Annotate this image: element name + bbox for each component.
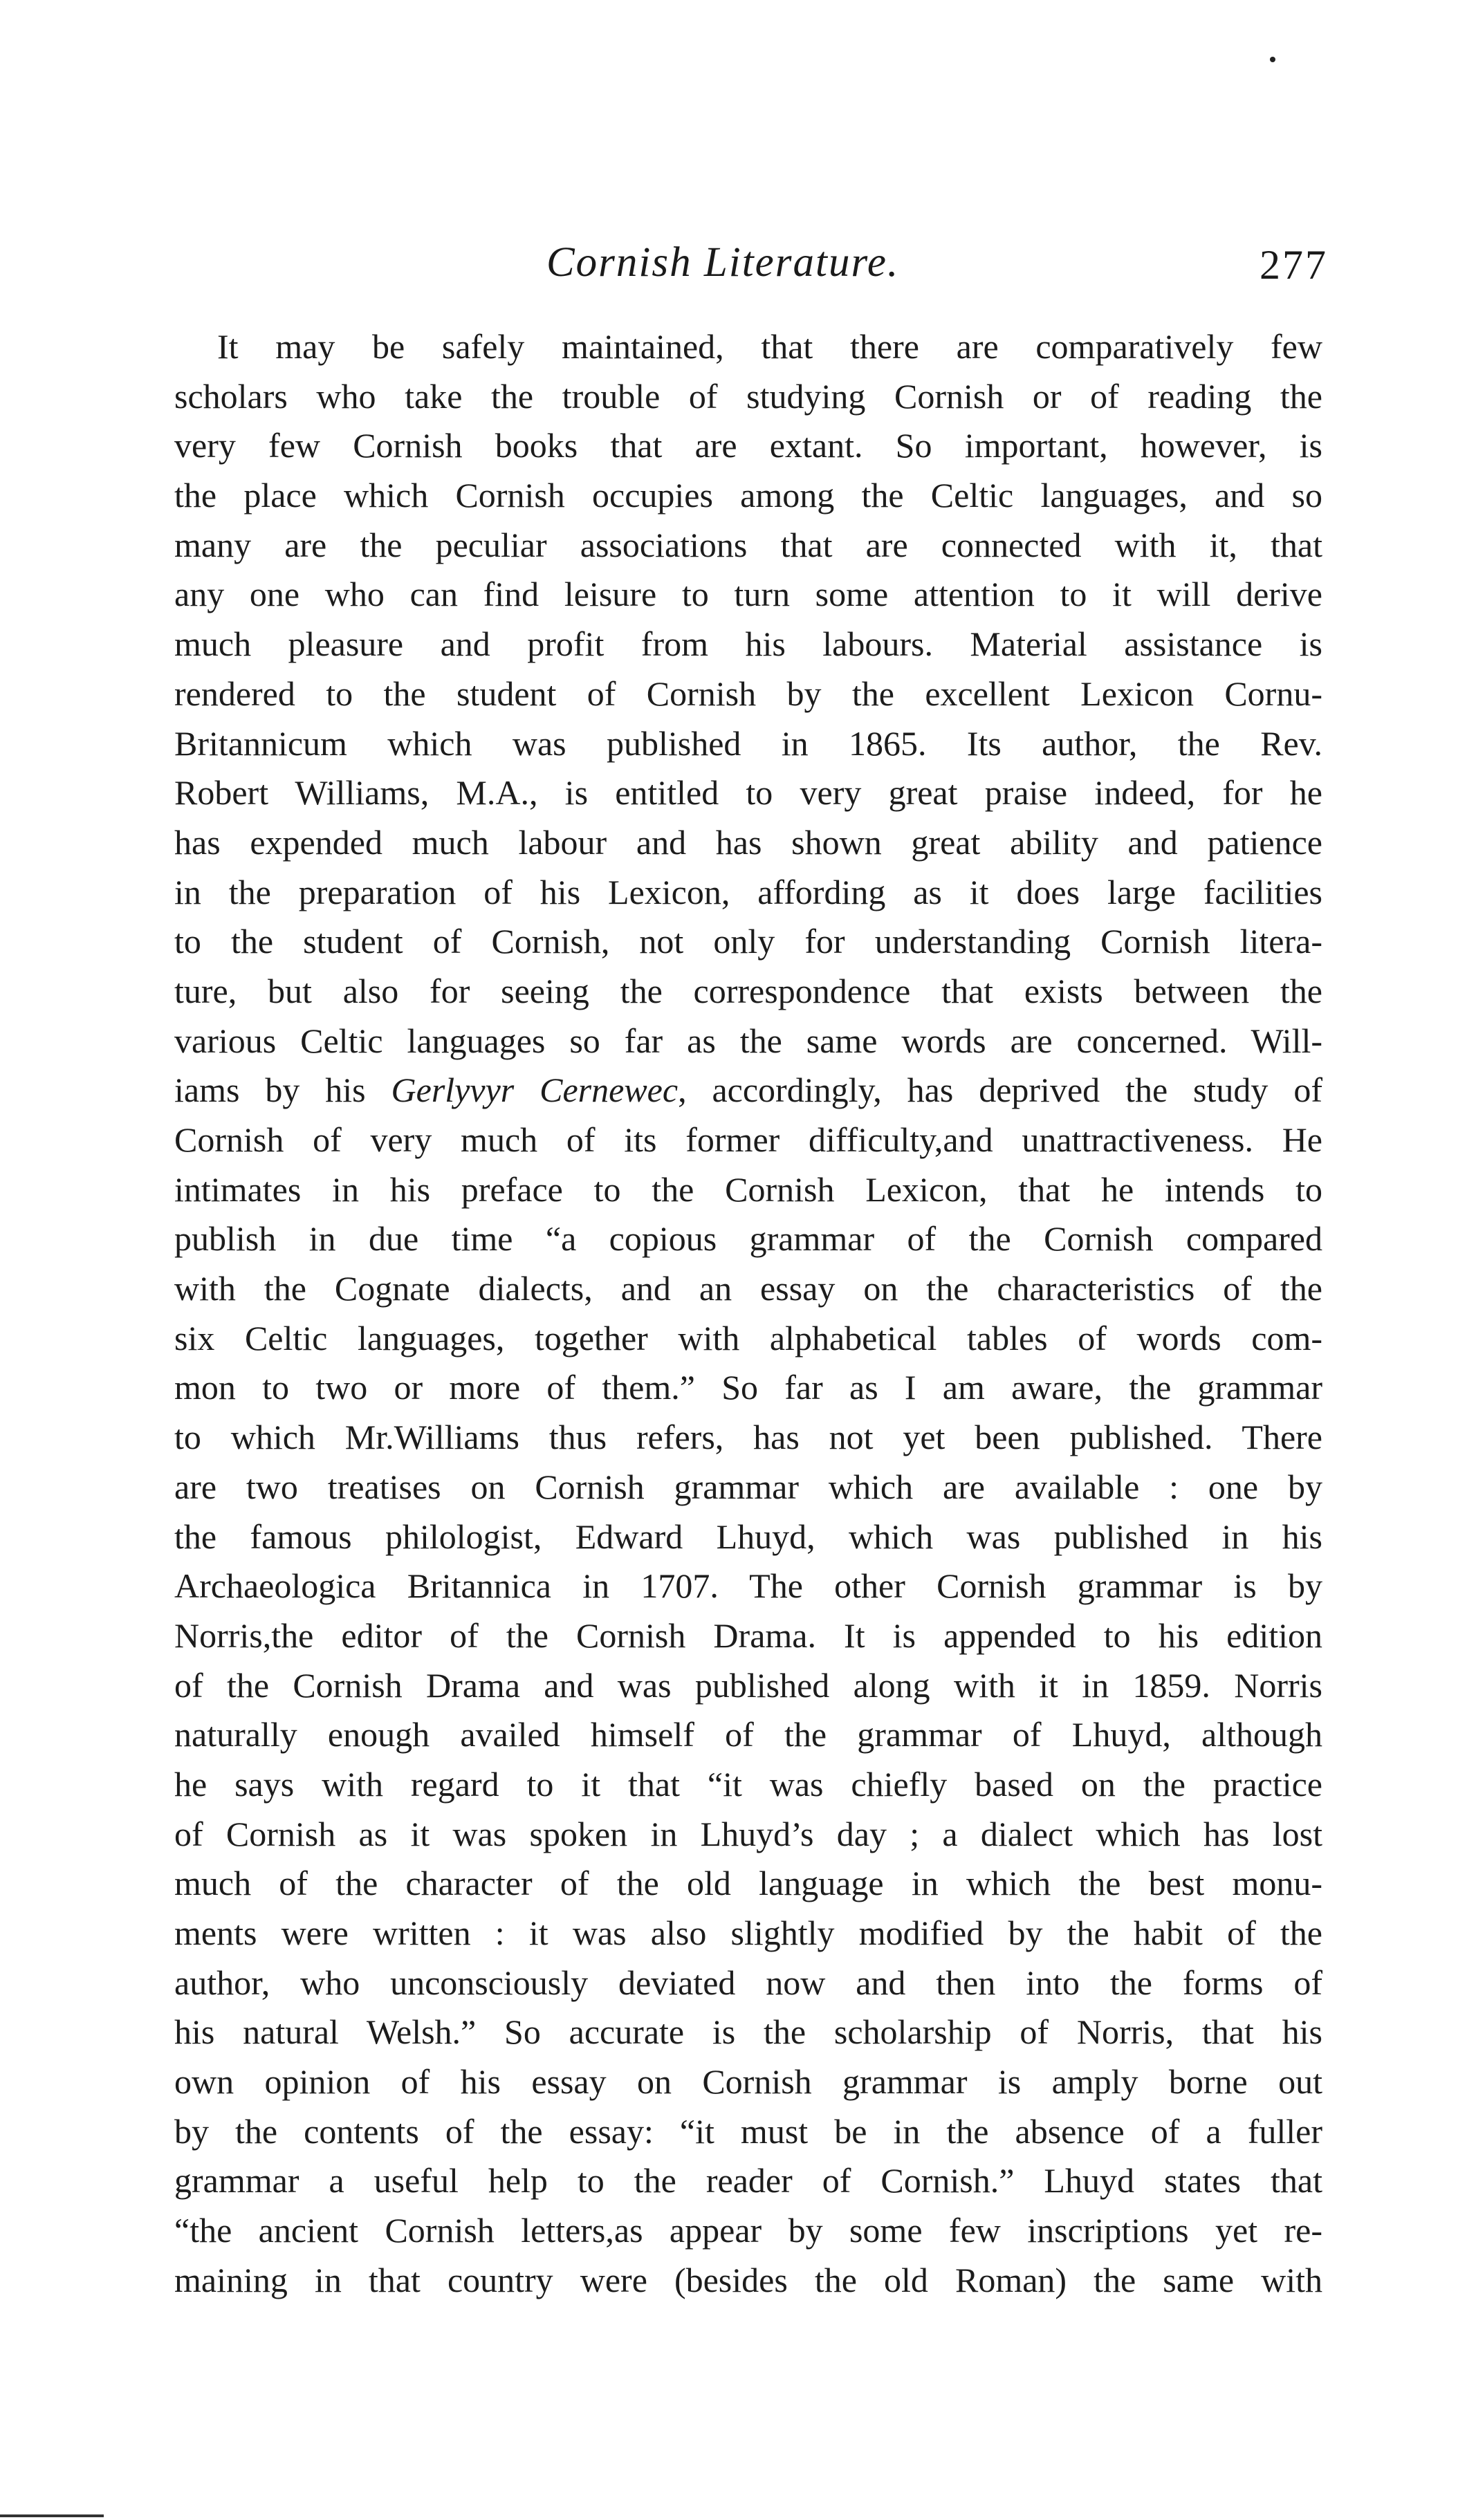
running-header xyxy=(173,239,1335,301)
text-line: naturally enough availed himself of the grammar of Lhuyd, although xyxy=(174,1715,1322,1754)
text-line: six Celtic languages, together with alphabetical tables of words com- xyxy=(174,1318,1322,1358)
body-text xyxy=(174,322,1322,2306)
text-line: ments were written : it was also slightly modified by the habit of the xyxy=(174,1914,1322,1952)
text-line: in the preparation of his Lexicon, affording as it does large facilities xyxy=(174,872,1322,911)
text-line: Britannicum which was published in 1865. Its author, the Rev. xyxy=(174,723,1322,763)
text-line: the famous philologist, Edward Lhuyd, which was published in his xyxy=(174,1517,1322,1556)
text-line: with the Cognate dialects, and an essay on the characteristics of the xyxy=(174,1269,1322,1308)
text-line: many are the peculiar associations that are connected with it, that xyxy=(174,525,1322,564)
text-segment: , accordingly, has deprived the study of xyxy=(678,1071,1322,1110)
ink-speck xyxy=(1270,57,1275,62)
text-line: the place which Cornish occupies among the Celtic languages, and so xyxy=(174,476,1322,515)
text-line: by the contents of the essay: “it must be in the absence of a fuller xyxy=(174,2111,1322,2151)
text-line: are two treatises on Cornish grammar which are available : one by xyxy=(174,1467,1322,1506)
text-line: Norris,the editor of the Cornish Drama. It is appended to his edition xyxy=(174,1615,1322,1655)
text-line: to the student of Cornish, not only for understanding Cornish litera- xyxy=(174,922,1322,961)
text-line-with-italic-title xyxy=(174,1066,1322,1115)
text-line: scholars who take the trouble of studying Cornish or of reading the xyxy=(174,376,1322,416)
text-line: his natural Welsh.” So accurate is the scholarship of Norris, that his xyxy=(174,2012,1322,2052)
text-line: mon to two or more of them.” So far as I am aware, the grammar xyxy=(174,1368,1322,1407)
text-line: rendered to the student of Cornish by the excellent Lexicon Cornu- xyxy=(174,674,1322,713)
text-line: he says with regard to it that “it was chiefly based on the practice xyxy=(174,1764,1322,1804)
text-line: much pleasure and profit from his labours. Material assistance is xyxy=(174,624,1322,664)
scan-edge-rule xyxy=(0,2514,104,2517)
page-number: 277 xyxy=(1260,242,1328,288)
italic-book-title: Gerlyvyr Cernewec xyxy=(391,1071,679,1110)
text-line: various Celtic languages so far as the same words are concerned. Will- xyxy=(174,1021,1322,1060)
text-line: “the ancient Cornish letters,as appear by some few inscriptions yet re- xyxy=(174,2211,1322,2250)
text-line: grammar a useful help to the reader of Cornish.” Lhuyd states that xyxy=(174,2161,1322,2201)
text-line: any one who can find leisure to turn some attention to it will derive xyxy=(174,575,1322,614)
text-line: to which Mr.Williams thus refers, has not yet been published. There xyxy=(174,1418,1322,1457)
text-line: It may be safely maintained, that there are comparatively few xyxy=(217,327,1322,366)
text-line: author, who unconsciously deviated now and then into the forms of xyxy=(174,1963,1322,2002)
text-line: Archaeologica Britannica in 1707. The other Cornish grammar is by xyxy=(174,1566,1322,1606)
text-line: of Cornish as it was spoken in Lhuyd’s day ; a dialect which has lost xyxy=(174,1814,1322,1853)
text-line: own opinion of his essay on Cornish grammar is amply borne out xyxy=(174,2062,1322,2102)
text-line: Cornish of very much of its former difficulty,and unattractiveness. He xyxy=(174,1120,1322,1159)
text-segment: iams by his xyxy=(174,1071,391,1110)
text-line: has expended much labour and has shown great ability and patience xyxy=(174,822,1322,862)
text-line: of the Cornish Drama and was published along with it in 1859. Norris xyxy=(174,1665,1322,1705)
text-line: very few Cornish books that are extant. So important, however, is xyxy=(174,426,1322,465)
text-line: maining in that country were (besides the old Roman) the same with xyxy=(174,2260,1322,2299)
text-line: ture, but also for seeing the correspondence that exists between the xyxy=(174,971,1322,1010)
text-line: much of the character of the old language in which the best monu- xyxy=(174,1864,1322,1903)
text-line: intimates in his preface to the Cornish Lexicon, that he intends to xyxy=(174,1169,1322,1209)
text-line: publish in due time “a copious grammar of the Cornish compared xyxy=(174,1219,1322,1259)
running-title: Cornish Literature. xyxy=(546,239,900,286)
text-line: Robert Williams, M.A., is entitled to very great praise indeed, for he xyxy=(174,773,1322,813)
